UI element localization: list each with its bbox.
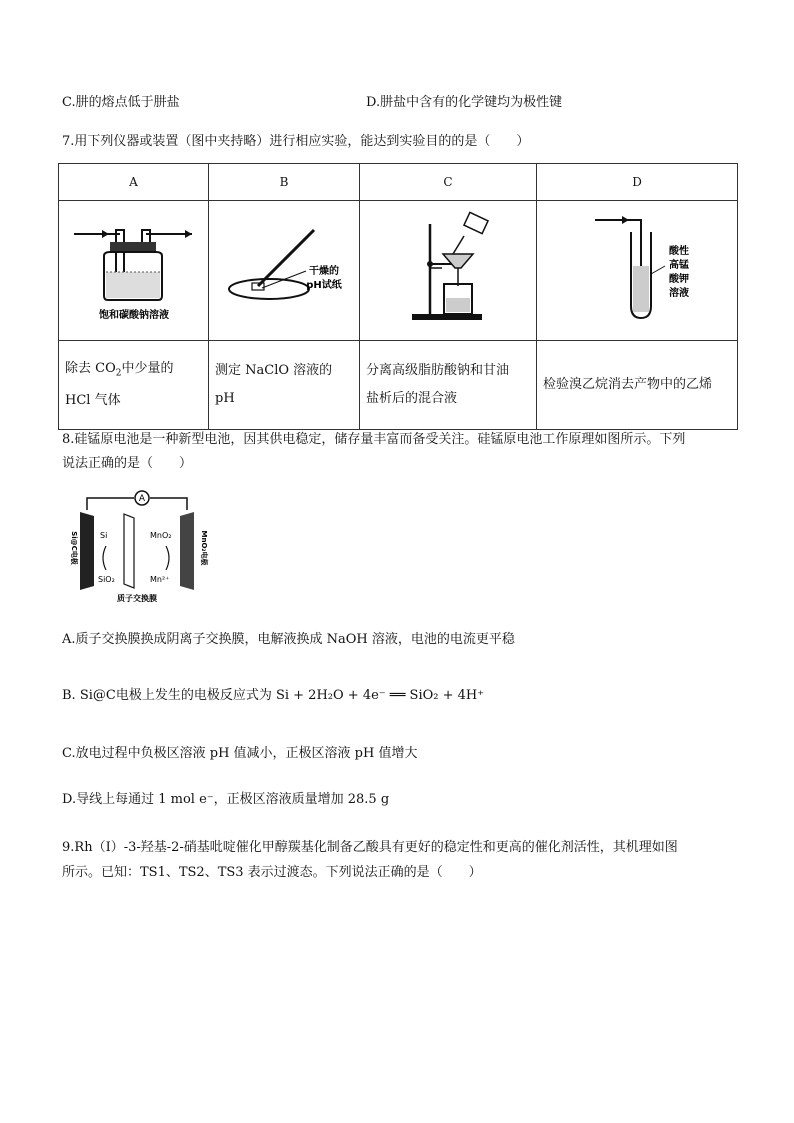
q7-desc-a-text-2: 中少量的: [121, 360, 174, 376]
sio2-label: SiO₂: [98, 575, 115, 584]
q7-options-table: [58, 163, 738, 430]
q7-header-c: C: [360, 164, 537, 201]
q7-b-label-1: 干燥的: [309, 266, 339, 277]
q7-desc-a-text-3: HCl 气体: [65, 393, 121, 409]
q7-desc-b: [209, 341, 360, 430]
q8-option-d: D.导线上每通过 1 mol e⁻，正极区溶液质量增加 28.5 g: [62, 792, 390, 807]
q7-d-label-2: 高锰: [669, 260, 689, 271]
ammeter-label: A: [138, 494, 146, 504]
q7-desc-a: [59, 341, 209, 430]
ph-paper-diagram: [214, 206, 354, 331]
q7-a-label: 饱和碳酸钠溶液: [98, 310, 169, 321]
gas-washing-bottle-diagram: [64, 206, 204, 331]
si-label: Si: [100, 531, 108, 540]
q7-image-b: [209, 201, 360, 341]
mn2-label: Mn²⁺: [150, 575, 170, 584]
q7-desc-d-text: 检验溴乙烷消去产物中的乙烯: [543, 377, 713, 392]
q7-desc-d: [537, 341, 738, 430]
q8-stem-1: 8.硅锰原电池是一种新型电池，因其供电稳定，储存量丰富而备受关注。硅锰原电池工作原理如图所示。下列: [62, 432, 686, 447]
q7-d-label-1: 酸性: [669, 246, 689, 257]
mno2-label: MnO₂: [150, 531, 172, 540]
q7-image-c: [360, 201, 537, 341]
q7-header-a: A: [59, 164, 209, 201]
q7-desc-b-text-2: pH: [215, 391, 235, 406]
q7-stem: 7.用下列仪器或装置（图中夹持略）进行相应实验，能达到实验目的的是（ ）: [62, 134, 530, 149]
q7-header-b: B: [209, 164, 360, 201]
q8-option-b: B. Si@C电极上发生的电极反应式为 Si + 2H₂O + 4e⁻ ══ SiO₂ + 4H⁺: [62, 688, 485, 703]
test-tube-diagram: [547, 206, 727, 331]
filtration-setup-diagram: [368, 206, 528, 331]
q7-image-a: [59, 201, 209, 341]
q7-b-label-2: pH试纸: [306, 280, 342, 291]
q8-option-a: A.质子交换膜换成阴离子交换膜，电解液换成 NaOH 溶液，电池的电流更平稳: [62, 632, 515, 647]
q7-image-d: [537, 201, 738, 341]
q9-stem-1: 9.Rh（Ⅰ）-3-羟基-2-硝基吡啶催化甲醇羰基化制备乙酸具有更好的稳定性和更高的催化剂活性，其机理如图: [62, 840, 678, 855]
left-electrode-label: Si@C电极: [70, 531, 78, 565]
right-electrode-label: MnO₂电极: [200, 530, 208, 566]
q6-option-d: D.肼盐中含有的化学键均为极性键: [366, 95, 563, 110]
silicon-manganese-cell-diagram: [62, 490, 212, 605]
q6-option-c: C.肼的熔点低于肼盐: [62, 95, 180, 110]
q8-option-c: C.放电过程中负极区溶液 pH 值减小，正极区溶液 pH 值增大: [62, 746, 418, 761]
q7-desc-a-subscript: 2: [115, 368, 122, 379]
q7-header-d: D: [537, 164, 738, 201]
q7-desc-a-text-1: 除去 CO: [65, 360, 116, 376]
q7-d-label-3: 酸钾: [669, 274, 689, 285]
q7-desc-c-text-1: 分离高级脂肪酸钠和甘油: [366, 363, 510, 378]
membrane-label: 质子交换膜: [117, 594, 157, 603]
q9-stem-2: 所示。已知：TS1、TS2、TS3 表示过渡态。下列说法正确的是（ ）: [62, 865, 482, 880]
q7-d-label-4: 溶液: [669, 288, 689, 299]
q8-stem-2: 说法正确的是（ ）: [62, 456, 193, 471]
q7-desc-c-text-2: 盐析后的混合液: [366, 391, 458, 406]
q7-desc-b-text-1: 测定 NaClO 溶液的: [215, 363, 333, 378]
q7-desc-c: [360, 341, 537, 430]
